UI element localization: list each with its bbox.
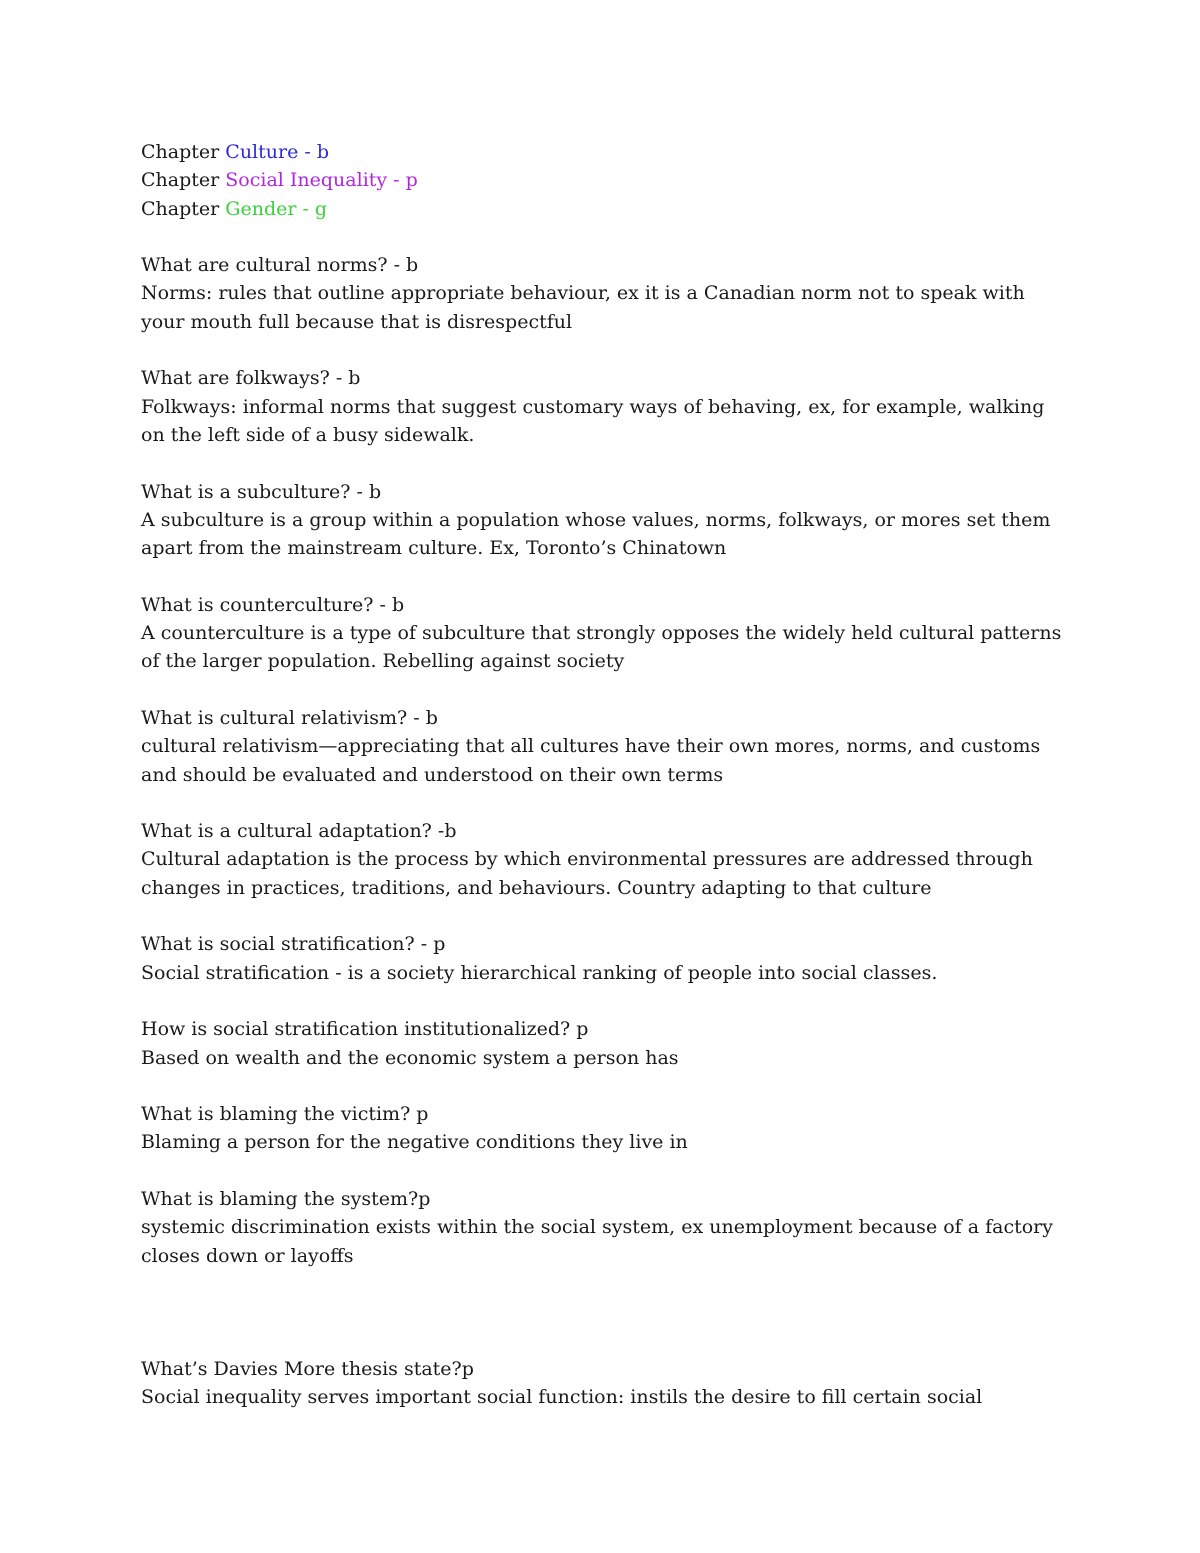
legend-label-gender: Gender - g	[225, 197, 328, 220]
qa-block	[141, 1015, 1071, 1072]
qa-block	[141, 704, 1071, 789]
legend-social-inequality	[141, 166, 1071, 194]
answer: Social inequality serves important social function: instils the desire to fill certain social	[141, 1386, 983, 1409]
question: What’s Davies More thesis state?p	[141, 1357, 474, 1380]
question: What is blaming the system?p	[141, 1187, 431, 1210]
qa-block	[141, 1355, 1071, 1412]
legend-prefix: Chapter	[141, 169, 220, 192]
legend-label-social-inequality: Social Inequality - p	[225, 169, 418, 192]
answer: Social stratification - is a society hierarchical ranking of people into social classes.	[141, 961, 938, 984]
answer: Based on wealth and the economic system a person has	[141, 1046, 679, 1069]
question: What is cultural relativism? - b	[141, 706, 438, 729]
qa-block	[141, 1100, 1071, 1157]
question: What is a cultural adaptation? -b	[141, 820, 457, 843]
legend-prefix: Chapter	[141, 141, 220, 163]
question: What are cultural norms? - b	[141, 254, 419, 277]
answer: A counterculture is a type of subculture that strongly opposes the widely held cultural patterns of the larger population. Rebelling against society	[141, 622, 1062, 673]
qa-block	[141, 478, 1071, 563]
answer: Blaming a person for the negative conditions they live in	[141, 1131, 688, 1154]
document-page	[141, 138, 1071, 1411]
answer: A subculture is a group within a population whose values, norms, folkways, or mores set them apart from the mainstream culture. Ex, Toronto’s Chinatown	[141, 508, 1051, 560]
question: What is a subculture? - b	[141, 480, 382, 503]
legend-prefix: Chapter	[141, 197, 220, 220]
qa-block	[141, 1185, 1071, 1270]
legend-gender	[141, 195, 1071, 223]
question: What is counterculture? - b	[141, 593, 405, 616]
qa-block	[141, 591, 1071, 676]
legend-label-culture: Culture - b	[225, 141, 329, 163]
chapter-legend	[141, 138, 1071, 223]
answer: cultural relativism—appreciating that all cultures have their own mores, norms, and customs and should be evaluated and understood on their own terms	[141, 735, 1041, 786]
question: What is social stratification? - p	[141, 933, 446, 956]
question: How is social stratification institutionalized? p	[141, 1018, 589, 1041]
answer: Folkways: informal norms that suggest customary ways of behaving, ex, for example, walking on the left side of a busy sidewalk.	[141, 395, 1045, 446]
qa-block	[141, 251, 1071, 336]
answer: Norms: rules that outline appropriate behaviour, ex it is a Canadian norm not to speak with your mouth full because that is disrespectful	[141, 282, 1025, 333]
answer: systemic discrimination exists within the social system, ex unemployment because of a factory closes down or layoffs	[141, 1216, 1053, 1267]
answer: Cultural adaptation is the process by which environmental pressures are addressed through changes in practices, traditions, and behaviours. Country adapting to that culture	[141, 848, 1033, 899]
legend-culture	[141, 138, 1071, 166]
qa-block	[141, 817, 1071, 902]
question: What are folkways? - b	[141, 367, 361, 390]
qa-block	[141, 364, 1071, 449]
question: What is blaming the victim? p	[141, 1103, 429, 1126]
qa-block	[141, 930, 1071, 987]
